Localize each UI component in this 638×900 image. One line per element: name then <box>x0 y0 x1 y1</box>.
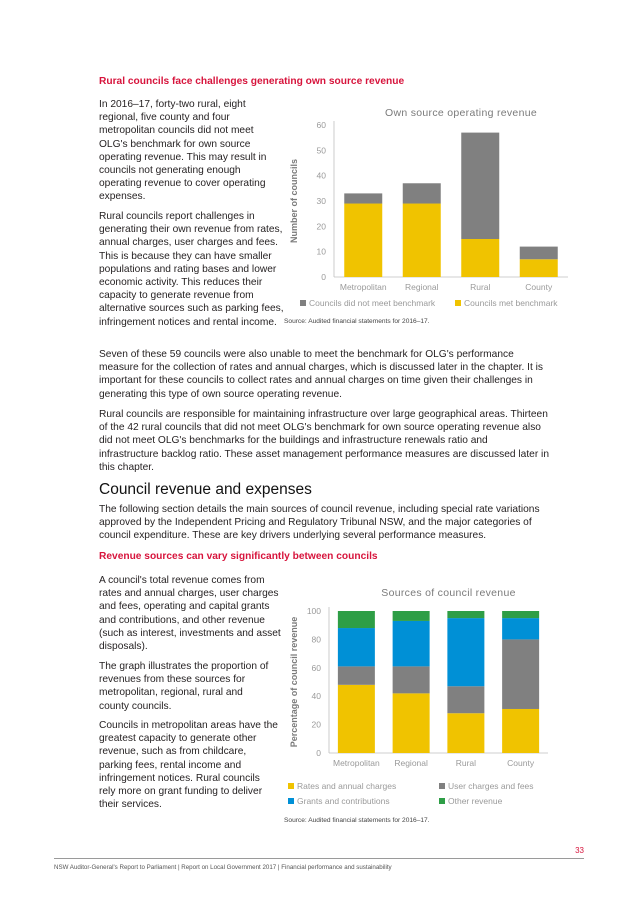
x-tick-label: Rural <box>470 282 491 292</box>
legend-swatch <box>288 783 294 789</box>
legend-label: User charges and fees <box>448 781 534 791</box>
y-tick-label: 100 <box>306 606 321 616</box>
bar-segment <box>393 611 430 621</box>
page-number: 33 <box>575 846 584 855</box>
y-tick-label: 30 <box>316 196 326 206</box>
bar-segment <box>344 193 382 203</box>
bar-segment <box>502 709 539 753</box>
legend-swatch <box>288 798 294 804</box>
paragraph: A council's total revenue comes from rates and annual charges, user charges and fees, operating and capital grants and contributions, and other revenue (such as interest, investments and asset disposals). <box>99 575 281 653</box>
chart-source-note: Source: Audited financial statements for 2016–17. <box>284 817 430 824</box>
x-tick-label: County <box>525 282 553 292</box>
bar-segment <box>447 686 484 713</box>
bar-segment <box>461 239 499 277</box>
bar-segment <box>393 693 430 753</box>
bar-segment <box>393 666 430 693</box>
bar-segment <box>338 628 375 666</box>
legend-swatch <box>300 300 306 306</box>
bar-segment <box>338 611 375 628</box>
paragraph: Councils in metropolitan areas have the greatest capacity to generate other revenue, such as from childcare, parking fees, rental income and infringement notices. Rural councils rely more on grant funding to deliver their services. <box>99 720 278 811</box>
paragraph: Rural councils are responsible for maintaining infrastructure over large geographical areas. Thirteen of the 42 rural councils that did not meet OLG's benchmark for own source operating revenue also did not meet OLG's benchmarks for the buildings and infrastructure renewals ratio and infrastructure backlog ratio. These asset management performance measures are discussed later in this chapter. <box>99 409 549 473</box>
legend-label: Councils did not meet benchmark <box>309 298 436 308</box>
y-tick-label: 0 <box>316 748 321 758</box>
legend-swatch <box>439 798 445 804</box>
bar-segment <box>338 685 375 753</box>
y-tick-label: 40 <box>311 691 321 702</box>
bar-segment <box>520 259 558 277</box>
x-tick-label: Regional <box>404 282 439 292</box>
bar-segment <box>393 621 430 666</box>
y-tick-label: 0 <box>321 272 326 282</box>
bar-segment <box>344 204 382 277</box>
y-tick-label: 50 <box>316 145 326 156</box>
bar-segment <box>502 618 539 639</box>
chart-own-source-revenue <box>284 100 584 330</box>
bar-segment <box>502 639 539 709</box>
x-tick-label: Regional <box>394 758 428 768</box>
chart-title: Sources of council revenue <box>381 587 516 599</box>
paragraph: Rural councils report challenges in generating their own revenue from rates, annual charges, user charges and fees. This is because they can have smaller populations and rating bases and lower economic activity. This reduces their capacity to generate revenue from alternative sources such as parking fees, infringement notices and rental income. <box>99 211 284 328</box>
bar-segment <box>403 183 441 203</box>
footer-divider <box>54 858 584 859</box>
chart-source-note: Source: Audited financial statements for 2016–17. <box>284 318 430 325</box>
legend-label: Grants and contributions <box>297 796 390 806</box>
bar-segment <box>447 713 484 753</box>
y-axis-label: Number of councils <box>289 158 299 244</box>
legend-label: Councils met benchmark <box>464 298 558 308</box>
bar-segment <box>338 666 375 684</box>
legend-swatch <box>439 783 445 789</box>
paragraph: In 2016–17, forty-two rural, eight regional, five county and four metropolitan councils did not meet OLG's benchmark for own source operating revenue. This may result in councils not generating enough operating revenue to cover operating expenses. <box>99 99 267 203</box>
legend-label: Rates and annual charges <box>297 781 397 791</box>
x-tick-label: County <box>507 758 535 768</box>
x-tick-label: Metropolitan <box>339 282 387 292</box>
y-tick-label: 10 <box>316 246 326 257</box>
bar-segment <box>502 611 539 618</box>
y-tick-label: 60 <box>311 662 321 673</box>
paragraph: Seven of these 59 councils were also unable to meet the benchmark for OLG's performance measure for the collection of rates and annual charges, which is discussed later in the chapter. It is important for these councils to collect rates and annual charges on time given their challenges in generating this type of own source operating revenue. <box>99 349 543 400</box>
y-axis-label: Percentage of council revenue <box>289 616 299 748</box>
section-heading-revenue-expenses: Council revenue and expenses <box>99 481 312 498</box>
paragraph: The following section details the main sources of council revenue, including special rate variations approved by the Independent Pricing and Regulatory Tribunal NSW, and the major categories of council expenditure. These are key drivers underlying several performance measures. <box>99 504 540 542</box>
paragraph: The graph illustrates the proportion of revenues from these sources for metropolitan, regional, rural and county councils. <box>99 661 269 712</box>
legend-swatch <box>455 300 461 306</box>
y-tick-label: 20 <box>316 221 326 232</box>
y-tick-label: 40 <box>316 170 326 181</box>
y-tick-label: 60 <box>316 120 326 130</box>
footer-text: NSW Auditor-General's Report to Parliament | Report on Local Government 2017 | Financial performance and sustainability <box>54 864 392 871</box>
legend-label: Other revenue <box>448 796 503 806</box>
y-tick-label: 20 <box>311 719 321 730</box>
bar-segment <box>447 618 484 686</box>
x-tick-label: Rural <box>455 758 477 768</box>
chart-title: Own source operating revenue <box>385 107 537 119</box>
bar-segment <box>447 611 484 618</box>
x-tick-label: Metropolitan <box>332 758 380 768</box>
chart-sources-of-revenue <box>284 580 584 815</box>
bar-segment <box>520 247 558 260</box>
bar-segment <box>461 133 499 239</box>
bar-segment <box>403 204 441 277</box>
y-tick-label: 80 <box>311 634 321 645</box>
section-heading-rural: Rural councils face challenges generating own source revenue <box>99 76 405 87</box>
section-heading-revenue-sources: Revenue sources can vary significantly between councils <box>99 551 378 562</box>
